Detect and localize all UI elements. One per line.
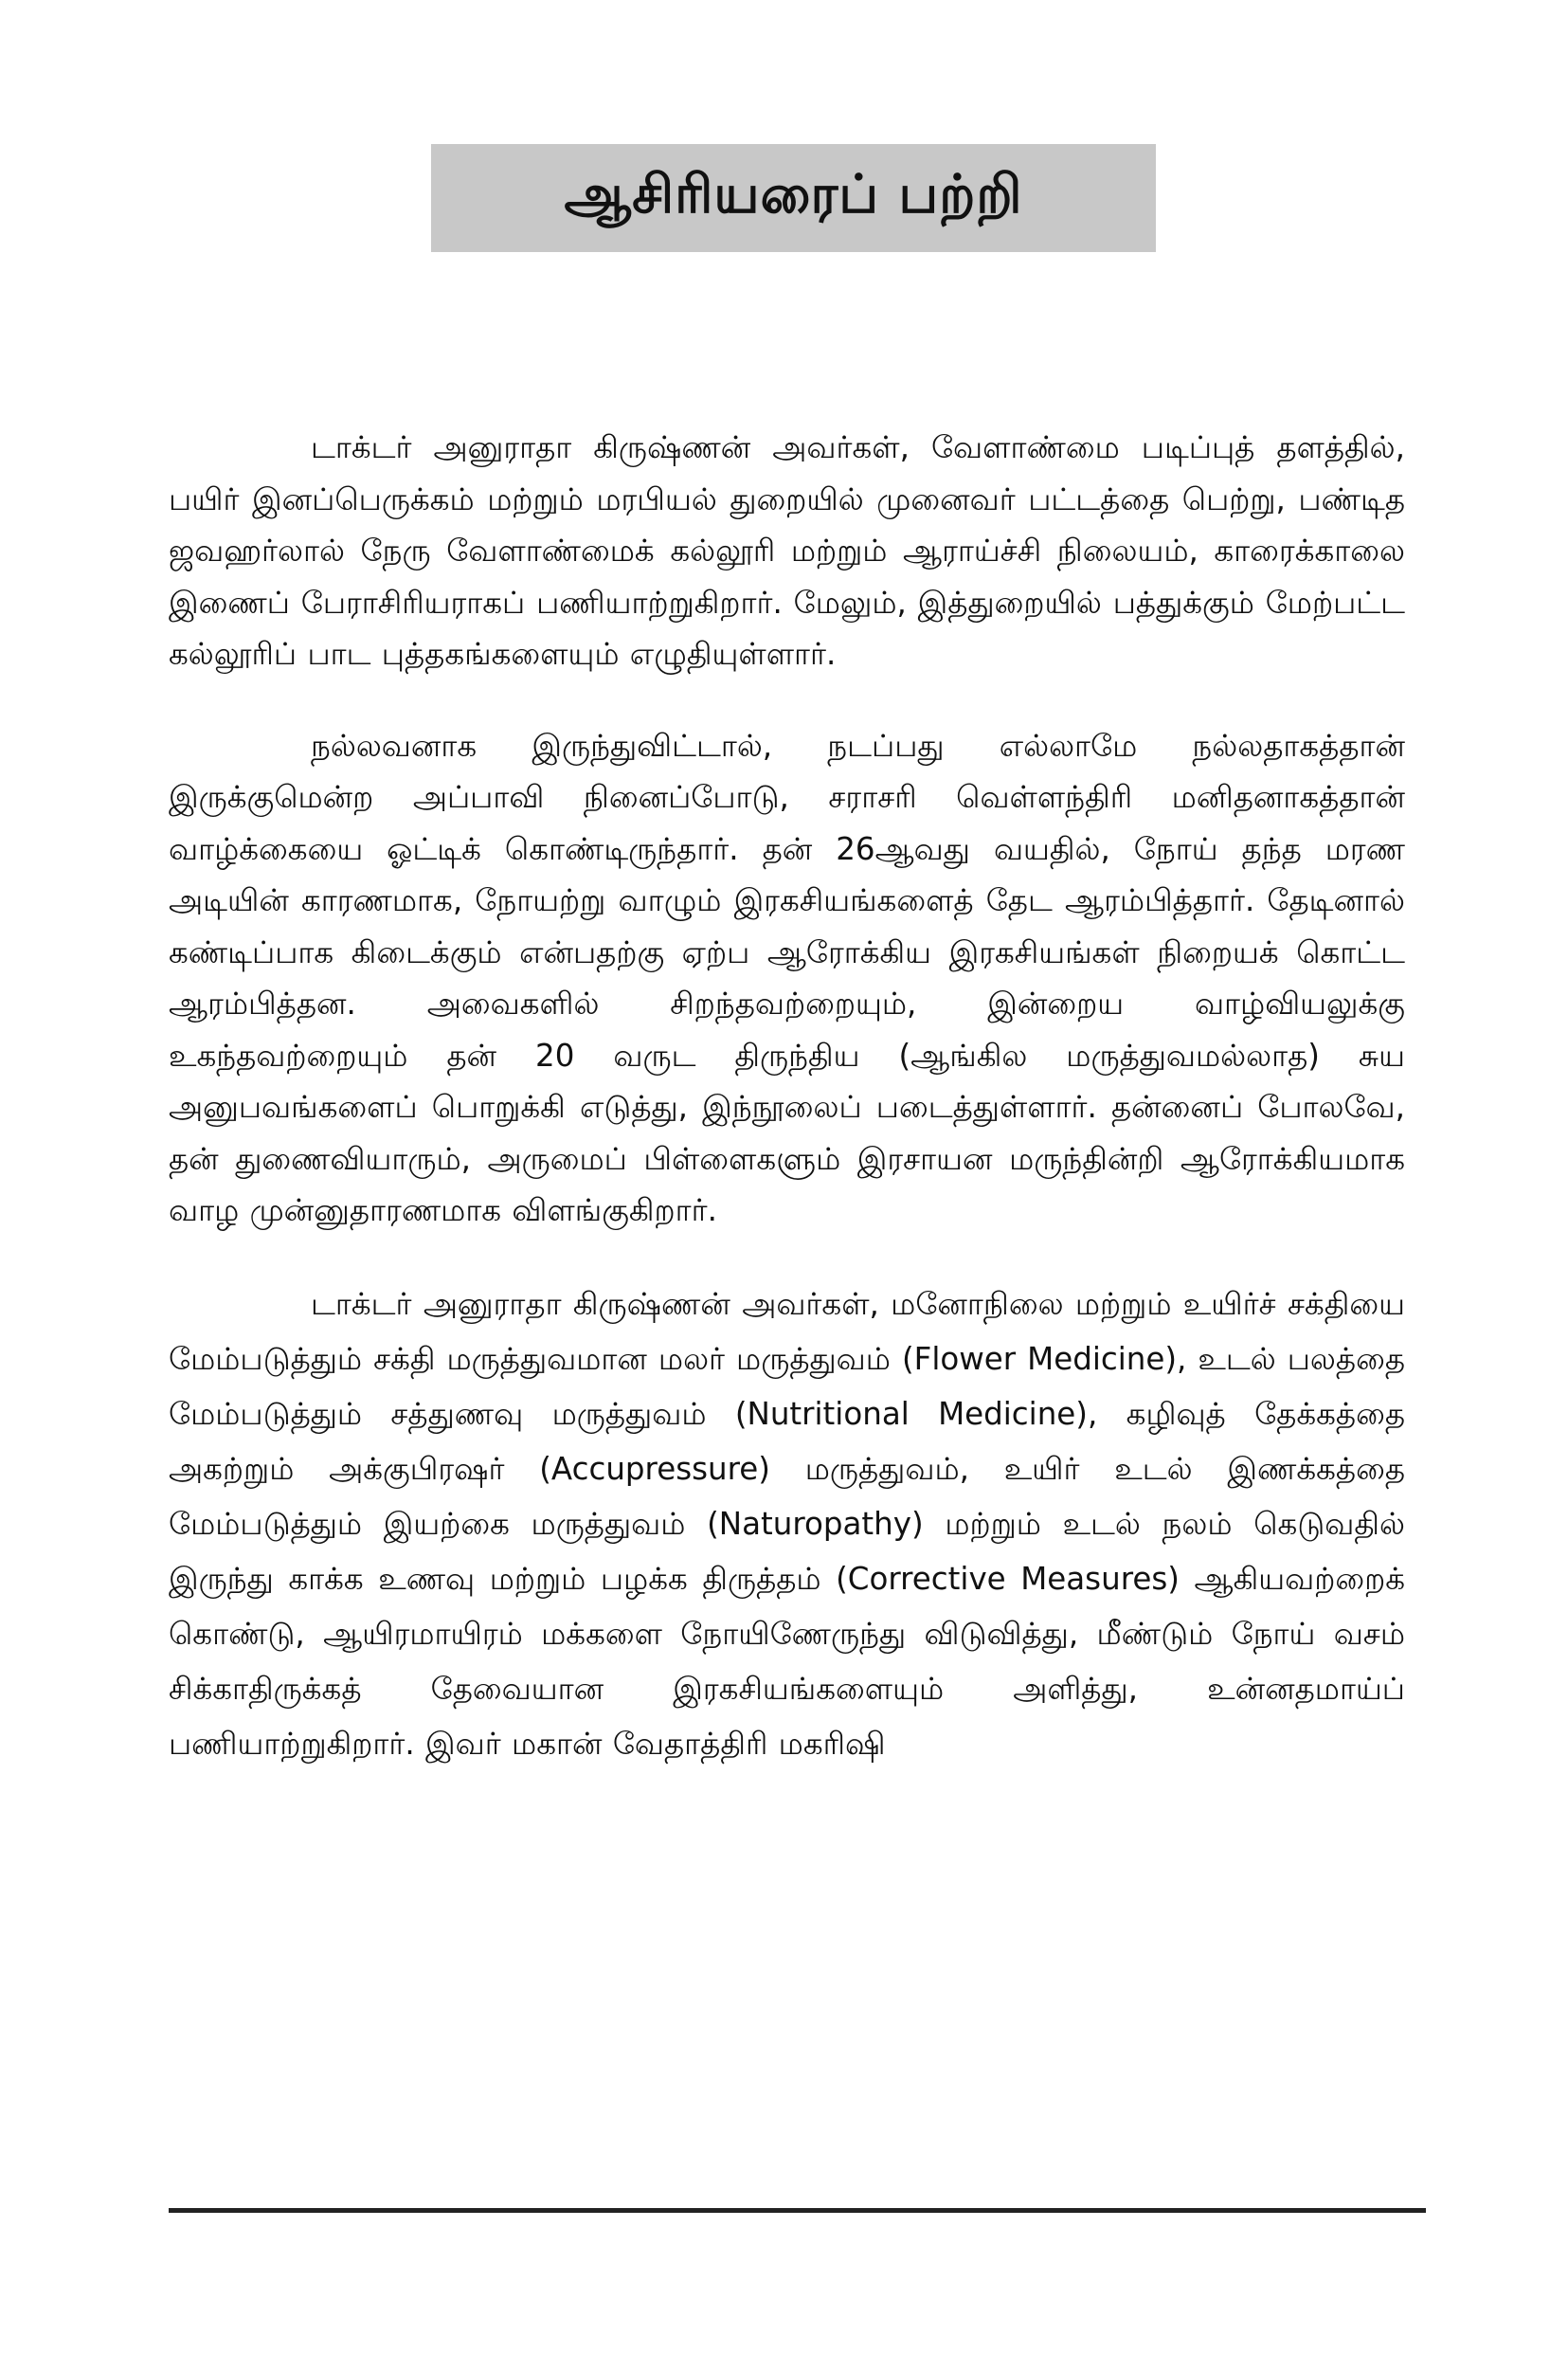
paragraph-author-practice: டாக்டர் அனுராதா கிருஷ்ணன் அவர்கள், மனோநிலை மற்றும் உயிர்ச் சக்தியை மேம்படுத்தும் சக்தி மருத்துவமான மலர் மருத்துவம் (Flower Medicine), உடல் பலத்தை மேம்படுத்தும் சத்துணவு மருத்துவம் (Nutritional Medicine), கழிவுத் தேக்கத்தை அகற்றும் அக்குபிரஷர் (Accupressure) மருத்துவம், உயிர் உடல் இணக்கத்தை மேம்படுத்தும் இயற்கை மருத்துவம் (Naturopathy) மற்றும் உடல் நலம் கெடுவதில் இருந்து காக்க உணவு மற்றும் பழக்க திருத்தம் (Corrective Measures) ஆகியவற்றைக் கொண்டு, ஆயிரமாயிரம் மக்களை நோயிணேருந்து விடுவித்து, மீண்டும் நோய் வசம் சிக்காதிருக்கத் தேவையான இரகசியங்களையும் அளித்து, உன்னதமாய்ப் பணியாற்றுகிறார். இவர் மகான் வேதாத்திரி மகரிஷி xyxy=(169,1285,1405,1762)
page-title: ஆசிரியரைப் பற்றி xyxy=(564,164,1023,226)
footer-divider xyxy=(169,2208,1426,2213)
paragraph-author-background: டாக்டர் அனுராதா கிருஷ்ணன் அவர்கள், வேளாண்மை படிப்புத் தளத்தில், பயிர் இனப்பெருக்கம் மற்றும் மரபியல் துறையில் முனைவர் பட்டத்தை பெற்று, பண்டித ஜவஹர்லால் நேரு வேளாண்மைக் கல்லூரி மற்றும் ஆராய்ச்சி நிலையம், காரைக்காலை இணைப் பேராசிரியராகப் பணியாற்றுகிறார். மேலும், இத்துறையில் பத்துக்கும் மேற்பட்ட கல்லூரிப் பாட புத்தகங்களையும் எழுதியுள்ளார். xyxy=(169,429,1405,672)
paragraph-author-journey: நல்லவனாக இருந்துவிட்டால், நடப்பது எல்லாமே நல்லதாகத்தான் இருக்குமென்ற அப்பாவி நினைப்போடு, சராசரி வெள்ளந்திரி மனிதனாகத்தான் வாழ்க்கையை ஓட்டிக் கொண்டிருந்தார். தன் 26ஆவது வயதில், நோய் தந்த மரண அடியின் காரணமாக, நோயற்று வாழும் இரகசியங்களைத் தேட ஆரம்பித்தார். தேடினால் கண்டிப்பாக கிடைக்கும் என்பதற்கு ஏற்ப ஆரோக்கிய இரகசியங்கள் நிறையக் கொட்ட ஆரம்பித்தன. அவைகளில் சிறந்தவற்றையும், இன்றைய வாழ்வியலுக்கு உகந்தவற்றையும் தன் 20 வருட திருந்திய (ஆங்கில மருத்துவமல்லாத) சுய அனுபவங்களைப் பொறுக்கி எடுத்து, இந்நூலைப் படைத்துள்ளார். தன்னைப் போலவே, தன் துணைவியாரும், அருமைப் பிள்ளைகளும் இரசாயன மருந்தின்றி ஆரோக்கியமாக வாழ முன்னுதாரணமாக விளங்குகிறார். xyxy=(169,727,1405,1228)
title-banner xyxy=(431,144,1156,252)
body-text xyxy=(169,422,1405,1811)
